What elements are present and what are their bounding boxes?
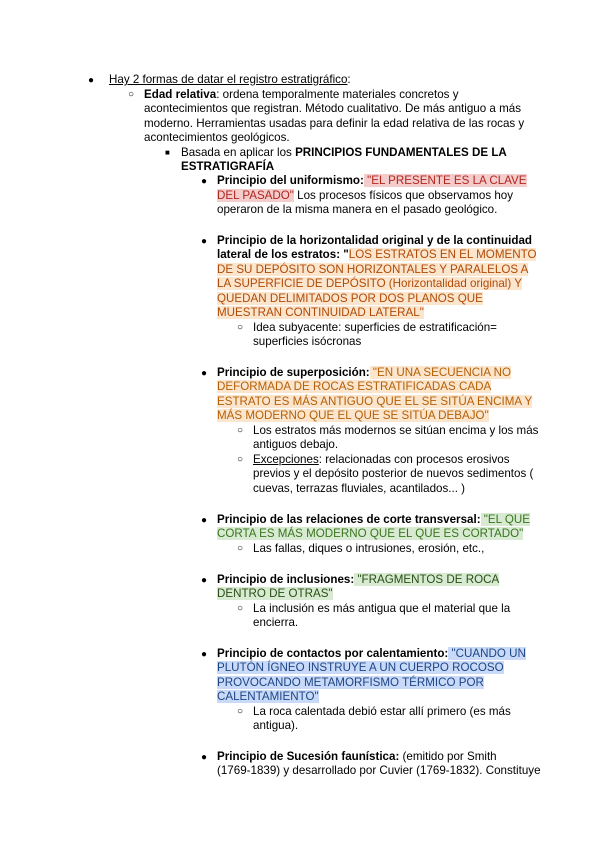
corte-line2 [217, 527, 523, 541]
corte-sub1: Las fallas, diques o intrusiones, erosión, etc., [253, 542, 485, 555]
superposicion-sub2-line1 [253, 453, 510, 467]
bullet-contactos: ● [201, 649, 208, 660]
horizontalidad-highlight2: DE SU DEPÓSITO SON HORIZONTALES Y PARALELOS A [217, 263, 529, 276]
contactos-line3 [217, 676, 484, 690]
contactos-highlight3: PROVOCANDO METAMORFISMO TÉRMICO POR [217, 676, 484, 689]
superposicion-highlight2: DEFORMADA DE ROCAS ESTRATIFICADAS CADA [217, 380, 492, 393]
superposicion-line1 [217, 366, 511, 380]
bullet-inclusiones-sub: ○ [237, 603, 244, 614]
uniformismo-highlight2: DEL PASADO" [217, 189, 294, 202]
superposicion-title: Principio de superposición: [217, 366, 370, 379]
horizontalidad-line1 [217, 234, 532, 248]
horizontalidad-highlight1: LOS ESTRATOS EN EL MOMENTO [348, 248, 537, 261]
basada-bold2: ESTRATIGRAFÍA [181, 160, 275, 173]
sucesion-line2: (1769-1839) y desarrollado por Cuvier (1769-1832). Constituye [217, 764, 541, 777]
bullet-corte-sub: ○ [237, 543, 244, 554]
contactos-line1 [217, 647, 526, 661]
basada-line2 [181, 160, 274, 174]
sucesion-title: Principio de Sucesión faunística: [217, 750, 400, 763]
horizontalidad-line6 [217, 306, 424, 320]
inclusiones-line2 [217, 587, 333, 601]
bullet-l2: ○ [128, 89, 135, 100]
inclusiones-highlight2: DENTRO DE OTRAS" [217, 587, 333, 600]
intro-text: Hay 2 formas de datar el registro estratigráfico [109, 73, 348, 86]
bullet-inclusiones: ● [201, 575, 208, 586]
inclusiones-highlight1: "FRAGMENTOS DE ROCA [354, 573, 500, 586]
superposicion-line3 [217, 395, 532, 409]
corte-line1 [217, 513, 530, 527]
bullet-superposicion-sub2: ○ [237, 454, 244, 465]
bullet-contactos-sub: ○ [237, 706, 244, 717]
uniformismo-line2 [217, 189, 513, 203]
basada-prefix: Basada en aplicar los [181, 146, 296, 159]
sucesion-line1 [217, 750, 497, 764]
uniformismo-rest1: Los procesos físicos que observamos hoy [293, 189, 514, 202]
corte-highlight2: CORTA ES MÁS MODERNO QUE EL QUE ES CORTADO" [217, 527, 524, 540]
excepciones-label: Excepciones [253, 453, 319, 466]
horizontalidad-sub2: superficies isócronas [253, 335, 362, 348]
uniformismo-title: Principio del uniformismo: [217, 174, 364, 187]
bullet-l1: ● [88, 75, 95, 86]
uniformismo-line1 [217, 174, 527, 188]
edad-relativa-label: Edad relativa [144, 88, 217, 101]
contactos-line2 [217, 661, 504, 675]
horizontalidad-line3 [217, 263, 528, 277]
horizontalidad-highlight5: MUESTRAN CONTINUIDAD LATERAL" [217, 306, 424, 319]
horizontalidad-line5 [217, 292, 483, 306]
edad-relativa-line2: acontecimientos que registran. Método cualitativo. De más antiguo a más [144, 102, 521, 115]
contactos-line4 [217, 690, 319, 704]
edad-relativa-line3: moderno. Herramientas usadas para definir la edad relativa de las rocas y [144, 117, 525, 130]
horizontalidad-title1: Principio de la horizontalidad original y de la continuidad [217, 234, 532, 247]
sucesion-rest1: (emitido por Smith [399, 750, 497, 763]
bullet-superposicion-sub1: ○ [237, 425, 244, 436]
superposicion-highlight1: "EN UNA SECUENCIA NO [369, 366, 512, 379]
contactos-highlight2: PLUTÓN ÍGNEO INSTRUYE A UN CUERPO ROCOSO [217, 661, 504, 674]
bullet-uniformismo: ● [201, 176, 208, 187]
horizontalidad-highlight3: LA SUPERFICIE DE DEPÓSITO (Horizontalidad original) Y [217, 277, 522, 290]
inclusiones-sub1a: La inclusión es más antigua que el material que la [253, 602, 511, 615]
edad-relativa-text1: : ordena temporalmente materiales concretos y [216, 88, 459, 101]
superposicion-highlight4: MÁS MODERNO QUE EL QUE SE SITÚA DEBAJO" [217, 409, 489, 422]
contactos-sub1b: antigua). [253, 719, 299, 732]
superposicion-line2 [217, 380, 491, 394]
bullet-horizontalidad-sub: ○ [237, 322, 244, 333]
superposicion-sub2b: previos y el depósito posterior de nuevos sedimentos ( [253, 467, 534, 480]
horizontalidad-sub1: Idea subyacente: superficies de estratificación= [253, 321, 497, 334]
corte-highlight1: "EL QUE [480, 513, 530, 526]
uniformismo-line3: operaron de la misma manera en el pasado geológico. [217, 203, 498, 216]
superposicion-highlight3: ESTRATO ES MÁS ANTIGUO QUE EL SE SITÚA ENCIMA Y [217, 395, 533, 408]
superposicion-sub2a: : relacionadas con procesos erosivos [318, 453, 510, 466]
inclusiones-title: Principio de inclusiones: [217, 573, 355, 586]
intro-line [109, 73, 351, 87]
superposicion-sub1a: Los estratos más modernos se sitúan encima y los más [253, 424, 539, 437]
basada-bold1: PRINCIPIOS FUNDAMENTALES DE LA [295, 146, 507, 159]
corte-title: Principio de las relaciones de corte transversal: [217, 513, 481, 526]
inclusiones-sub1b: encierra. [253, 616, 299, 629]
horizontalidad-line2 [217, 248, 536, 262]
horizontalidad-line4 [217, 277, 522, 291]
intro-colon: : [347, 73, 351, 86]
contactos-title: Principio de contactos por calentamiento: [217, 647, 449, 660]
contactos-highlight1: "CUANDO UN [448, 647, 526, 660]
uniformismo-highlight1: "EL PRESENTE ES LA CLAVE [363, 174, 527, 187]
bullet-superposicion: ● [201, 368, 208, 379]
inclusiones-line1 [217, 573, 499, 587]
bullet-horizontalidad: ● [201, 236, 208, 247]
edad-relativa-line1 [144, 88, 459, 102]
horizontalidad-title2: lateral de los estratos: " [217, 248, 349, 261]
bullet-l3: ■ [165, 148, 170, 157]
contactos-highlight4: CALENTAMIENTO" [217, 690, 319, 703]
bullet-corte: ● [201, 515, 208, 526]
superposicion-sub1b: antiguos debajo. [253, 438, 339, 451]
contactos-sub1a: La roca calentada debió estar allí primero (es más [253, 705, 511, 718]
bullet-sucesion: ● [201, 752, 208, 763]
superposicion-line4 [217, 409, 489, 423]
horizontalidad-highlight4: QUEDAN DELIMITADOS POR DOS PLANOS QUE [217, 292, 483, 305]
superposicion-sub2c: cuevas, terrazas fluviales, acantilados... ) [253, 482, 466, 495]
edad-relativa-line4: acontecimientos geológicos. [144, 131, 290, 144]
basada-line1 [181, 146, 507, 160]
